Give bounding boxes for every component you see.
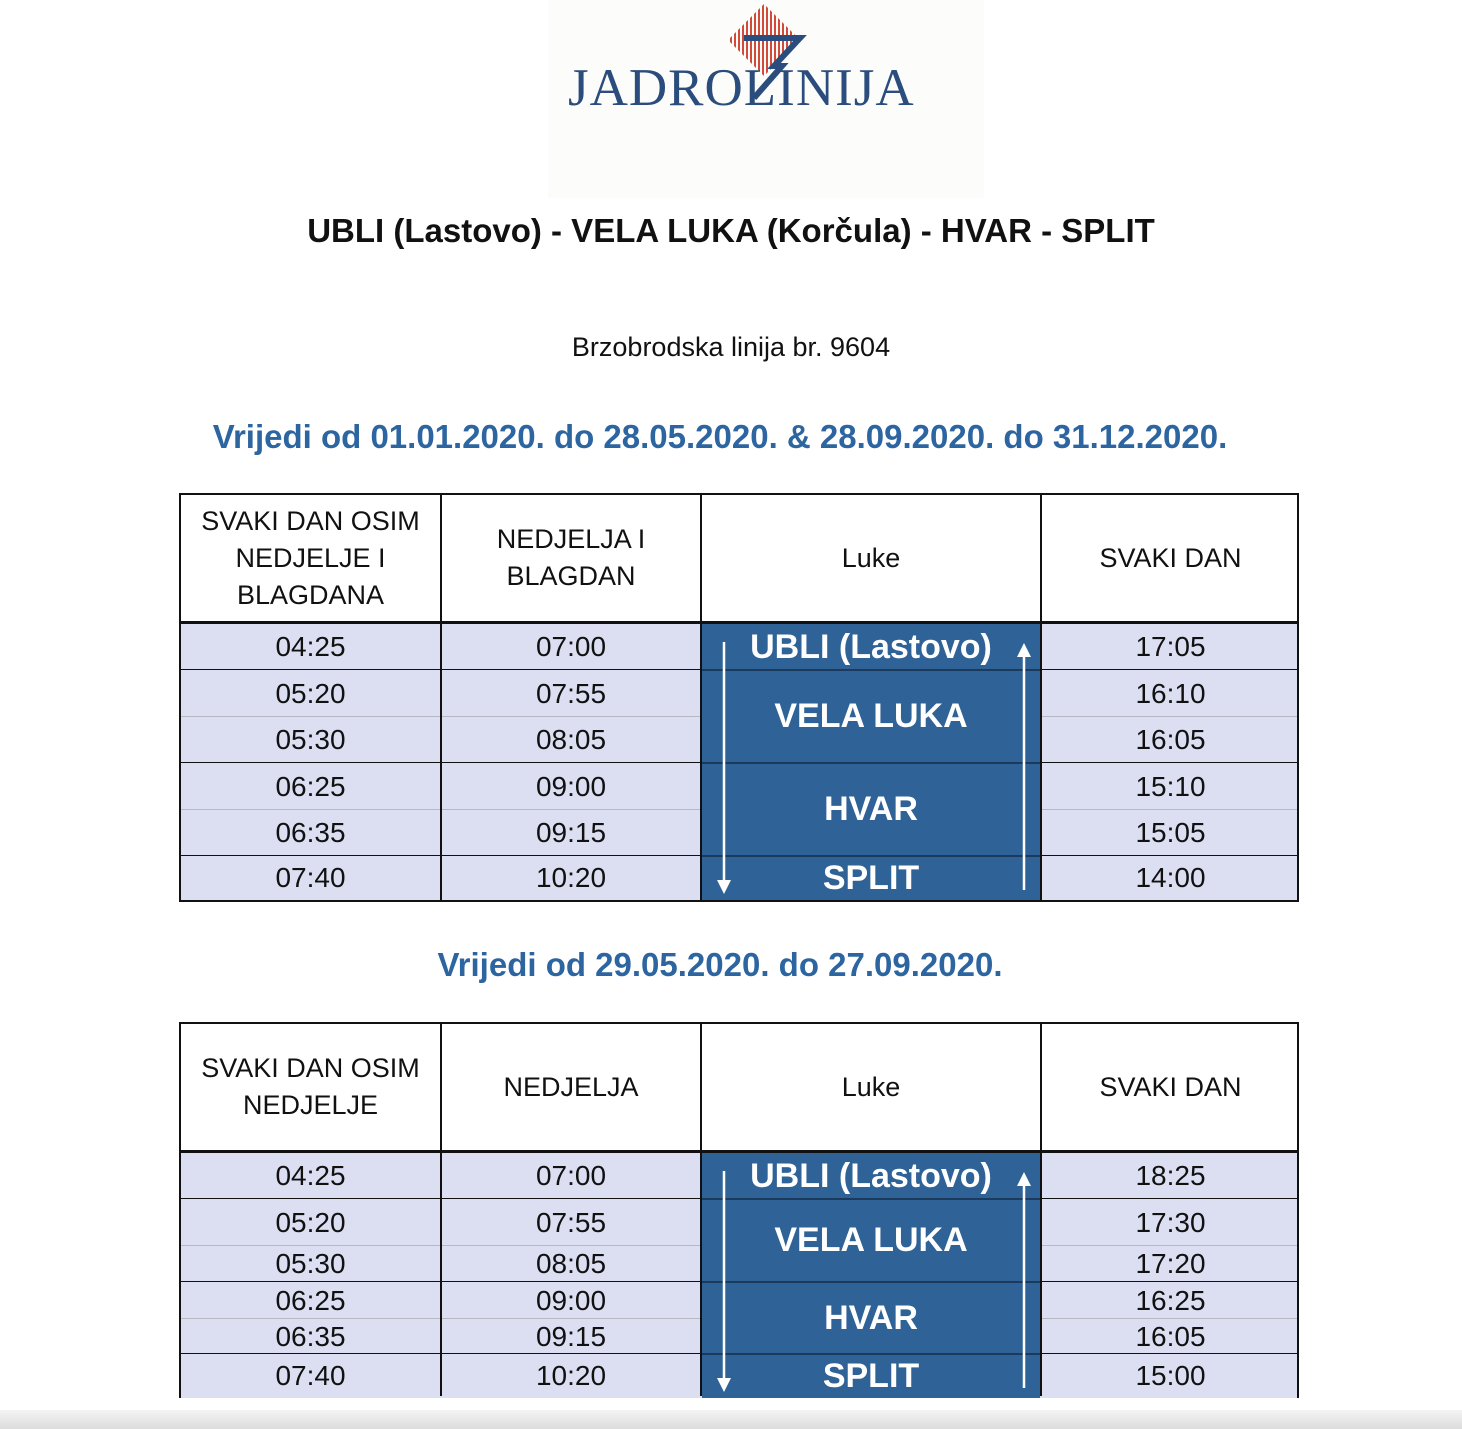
time-cell: 15:00 — [1135, 1360, 1206, 1391]
port-name: HVAR — [824, 790, 918, 828]
header-cell — [442, 1024, 700, 1150]
time-cell: 16:10 — [1135, 677, 1206, 709]
header-label: SVAKI DAN OSIM NEDJELJE I BLAGDANA — [201, 505, 420, 610]
jadrolinija-logo — [548, 0, 984, 198]
time-cell: 09:00 — [535, 1284, 607, 1316]
time-cell: 04:25 — [275, 631, 346, 662]
time-cell: 16:05 — [1135, 1320, 1206, 1352]
time-cell: 09:00 — [535, 770, 607, 802]
port-name: VELA LUKA — [774, 697, 968, 735]
time-cell: 06:25 — [275, 1284, 346, 1316]
time-cell: 18:25 — [1135, 1160, 1206, 1191]
column-divider — [1040, 1024, 1042, 1396]
time-cell: 06:35 — [275, 1320, 346, 1352]
time-cell: 17:05 — [1135, 631, 1206, 662]
header-cell — [181, 495, 440, 621]
arrow-down-icon — [717, 642, 731, 894]
port-name: HVAR — [824, 1298, 918, 1337]
port-name: SPLIT — [822, 858, 920, 897]
header-label: SVAKI DAN — [1099, 1071, 1242, 1102]
route-title: UBLI (Lastovo) - VELA LUKA (Korčula) - HVAR - SPLIT — [307, 212, 1155, 249]
column-divider — [700, 1024, 702, 1396]
time-cell: 14:00 — [1135, 862, 1206, 893]
time-cell: 07:00 — [535, 631, 607, 662]
header-label: SVAKI DAN — [1099, 542, 1242, 573]
time-cell: 05:30 — [275, 724, 346, 755]
time-cell: 17:30 — [1135, 1206, 1206, 1238]
time-cell: 09:15 — [535, 817, 607, 848]
time-cell: 06:35 — [275, 817, 346, 848]
time-cell: 10:20 — [535, 1360, 607, 1391]
validity-period-1: Vrijedi od 01.01.2020. do 28.05.2020. & 28.09.2020. do 31.12.2020. — [212, 418, 1228, 455]
timetable-2 — [179, 1022, 1299, 1398]
time-cell: 10:20 — [535, 862, 607, 893]
time-cell: 15:10 — [1135, 770, 1206, 802]
time-cell: 07:40 — [275, 1360, 346, 1391]
header-cell — [702, 495, 1040, 621]
time-cell: 05:30 — [275, 1248, 346, 1279]
header-label: SVAKI DAN OSIM NEDJELJE — [201, 1053, 420, 1120]
arrow-up-icon — [1017, 643, 1031, 890]
column-divider — [440, 495, 442, 900]
column-divider — [440, 1024, 442, 1396]
time-cell: 09:15 — [535, 1320, 607, 1352]
time-cell: 16:05 — [1135, 724, 1206, 755]
validity-period-2: Vrijedi od 29.05.2020. do 27.09.2020. — [437, 946, 1003, 983]
column-divider — [700, 495, 702, 900]
time-cell: 08:05 — [535, 1248, 607, 1279]
time-cell: 04:25 — [275, 1160, 346, 1191]
column-divider — [1040, 495, 1042, 900]
arrow-down-icon — [717, 1171, 731, 1392]
header-cell — [181, 1024, 440, 1150]
timetable-1 — [179, 493, 1299, 902]
time-cell: 06:25 — [275, 770, 346, 802]
header-cell — [442, 495, 700, 621]
table-header — [181, 1024, 1297, 1153]
logo-wordmark: JADROLINIJA — [568, 59, 915, 117]
port-name: UBLI (Lastovo) — [750, 627, 992, 666]
time-cell: 08:05 — [535, 724, 607, 755]
header-label: Luke — [841, 1071, 901, 1102]
time-cell: 15:05 — [1135, 817, 1206, 848]
time-cell: 05:20 — [275, 1206, 346, 1238]
header-cell — [1042, 495, 1299, 621]
port-name: UBLI (Lastovo) — [750, 1156, 992, 1195]
time-cell: 07:55 — [535, 1206, 607, 1238]
page-bottom-edge — [0, 1410, 1462, 1429]
header-label: NEDJELJA — [503, 1071, 639, 1102]
time-cell: 07:00 — [535, 1160, 607, 1191]
header-label: NEDJELJA I BLAGDAN — [496, 524, 646, 591]
time-cell: 17:20 — [1135, 1248, 1206, 1279]
direction-arrows-icon — [702, 1153, 1040, 1398]
ports-column — [702, 624, 1040, 900]
time-cell: 05:20 — [275, 677, 346, 709]
time-cell: 07:40 — [275, 862, 346, 893]
table-header — [181, 495, 1297, 624]
time-cell: 16:25 — [1135, 1284, 1206, 1316]
port-name: VELA LUKA — [774, 1221, 968, 1259]
direction-arrows-icon — [702, 624, 1040, 900]
header-label: Luke — [841, 542, 901, 573]
header-cell — [1042, 1024, 1299, 1150]
arrow-up-icon — [1017, 1172, 1031, 1388]
header-cell — [702, 1024, 1040, 1150]
time-cell: 07:55 — [535, 677, 607, 709]
port-name: SPLIT — [822, 1356, 920, 1395]
ports-column — [702, 1153, 1040, 1398]
line-number: Brzobrodska linija br. 9604 — [571, 332, 891, 362]
